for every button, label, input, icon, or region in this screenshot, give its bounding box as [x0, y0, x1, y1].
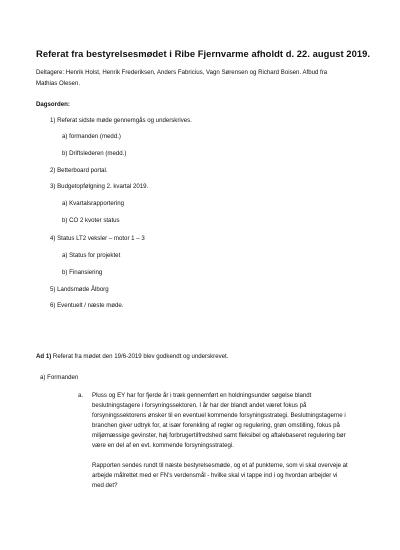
item-a-text	[92, 391, 392, 451]
agenda-item-4a: a) Status for projektet	[62, 252, 121, 259]
agenda-item-3a: a) Kvartalsrapportering	[62, 200, 124, 207]
item-a-line-6: være en del af en evt. kommende forsyningsstrategi.	[92, 442, 234, 449]
agenda-item-1: 1) Referat sidste møde gennemgås og underskrives.	[50, 117, 192, 124]
rapport-line-2: arbejde målrettet med er FN's verdensmål - hvilke skal vi tappe ind i og hvordan arbejder vi	[92, 472, 338, 479]
document-title: Referat fra bestyrelsesmødet i Ribe Fjernvarme afholdt d. 22. august 2019.	[36, 48, 371, 59]
ad1-line	[36, 352, 228, 362]
agenda-item-5: 5) Landsmøde Ålborg	[50, 286, 109, 293]
agenda-item-1b: b) Driftslederen (medd.)	[62, 150, 127, 157]
agenda-item-3b: b) CO 2 kvoter status	[62, 217, 120, 224]
section-formanden: a) Formanden	[40, 374, 79, 381]
agenda-item-6: 6) Eventuelt / næste møde.	[50, 302, 124, 309]
attendees-line-2: Mathias Olesen.	[36, 80, 81, 87]
rapport-line-3: med det?	[92, 482, 118, 489]
attendees-line-1: Deltagere: Henrik Holst, Henrik Frederiksen, Anders Fabricius, Vagn Sørensen og Richard Boisen. Afbud fra	[36, 69, 328, 76]
item-a-label: a.	[78, 392, 84, 399]
item-a-line-4: branchen giver udtryk for, at især forenkling af regler og regulering, grøn omstilling, fokus på	[92, 422, 340, 429]
item-a-line-3: forsyningssektorens ønsker til en eventuel kommende forsyningsstrategi. Beslutningstagerne i	[92, 412, 346, 419]
agenda-item-4b: b) Finansiering	[62, 269, 103, 276]
ad1-label: Ad 1)	[36, 353, 52, 360]
agenda-item-1a: a) formanden (medd.)	[62, 133, 121, 140]
rapport-paragraph	[92, 461, 392, 491]
agenda-item-4: 4) Status LT2 veksler – motor 1 – 3	[50, 235, 145, 242]
item-a-line-5: miljømæssige gevinster, høj forbrugertilfredshed samt fleksibel og aftalebaseret regulering bør	[92, 432, 346, 439]
agenda-item-2: 2) Betterboard portal.	[50, 167, 108, 174]
rapport-line-1: Rapporten sendes rundt til næste bestyrelsesmøde, og et af punkterne, som vi skal overveje at	[92, 462, 348, 469]
agenda-item-3: 3) Budgetopfølgning 2. kvartal 2019.	[50, 183, 149, 190]
ad1-text: Referat fra mødet den 19/6-2019 blev godkendt og underskrevet.	[51, 353, 229, 360]
agenda-heading: Dagsorden:	[36, 101, 70, 108]
item-a-line-1: Pluss og EY har for fjerde år i træk gennemført en holdningsunder søgelse blandt	[92, 392, 312, 399]
item-a-line-2: beslutningstagere i forsyningssektoren. I år har der blandt andet været fokus på	[92, 402, 307, 409]
